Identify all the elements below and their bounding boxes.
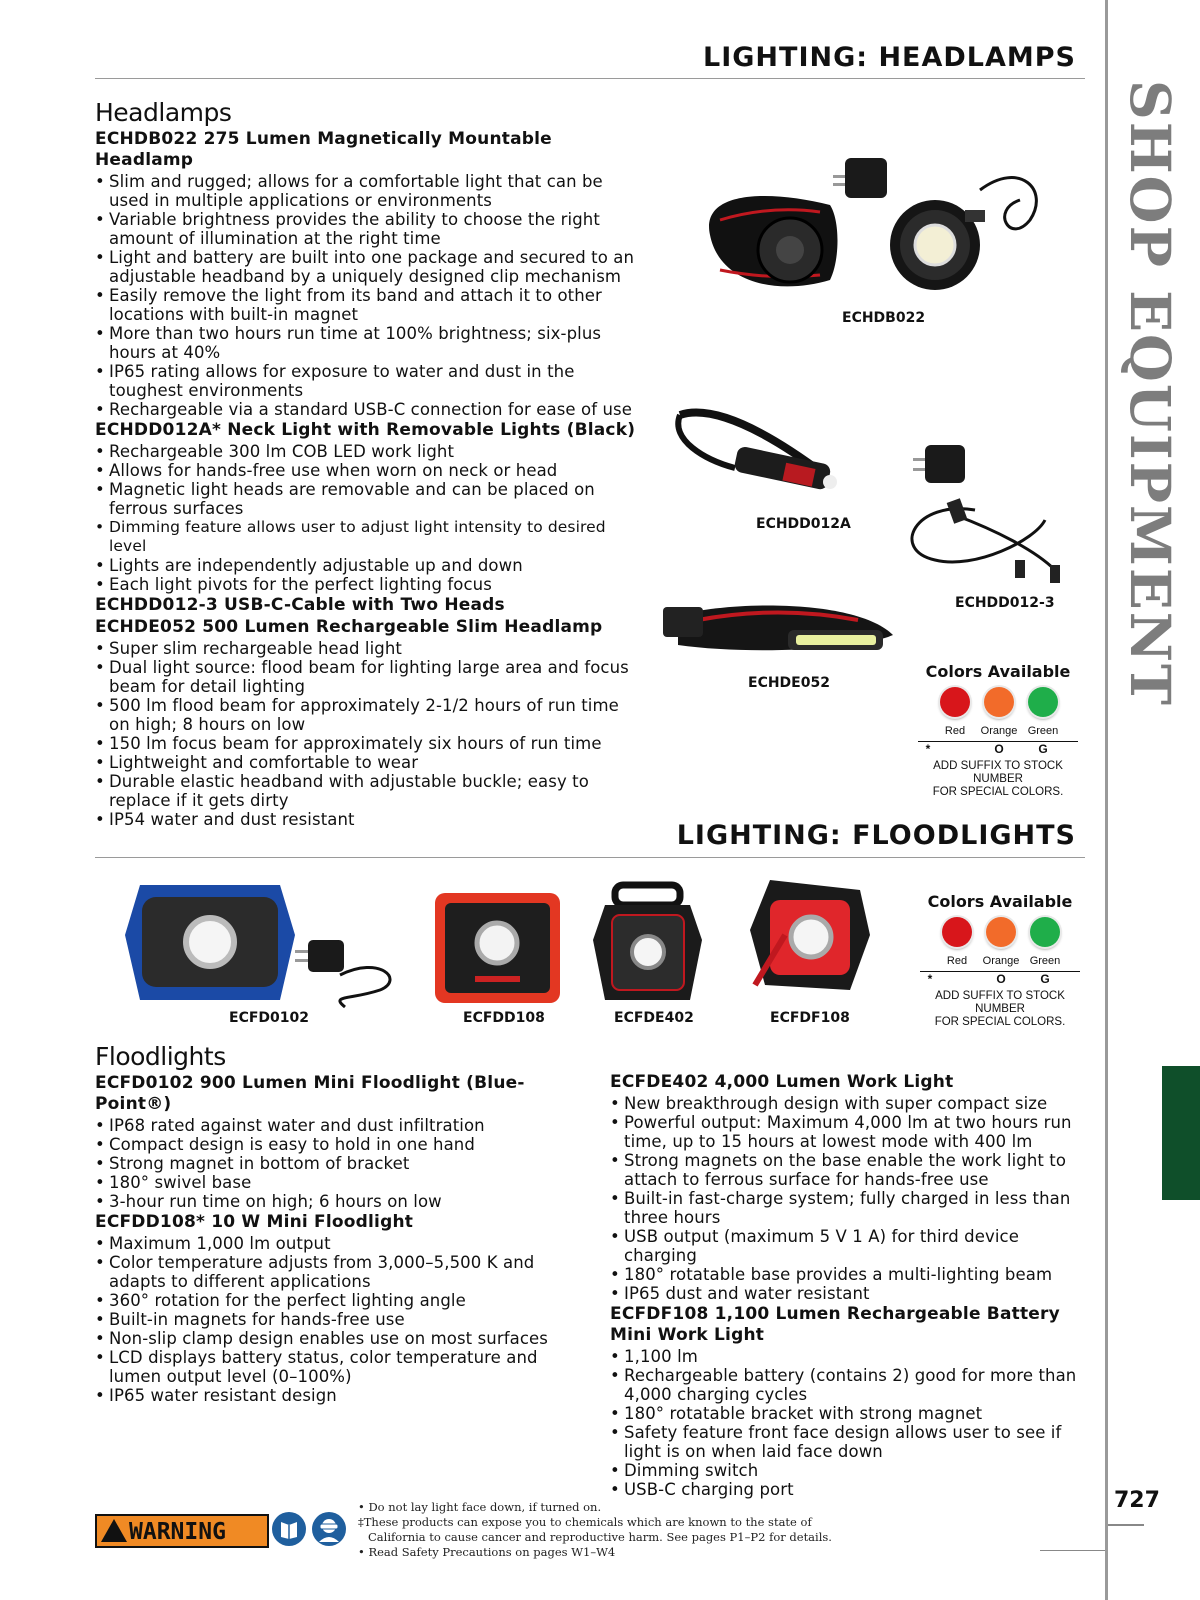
list-item: • IP65 dust and water resistant	[610, 1284, 1080, 1303]
headlamps-heading: Headlamps	[95, 98, 232, 127]
color-swatches	[918, 685, 1078, 725]
list-item: • Rechargeable battery (contains 2) good for more than 4,000 charging cycles	[610, 1366, 1080, 1404]
warning-text: WARNING	[129, 1519, 226, 1545]
floodlights-section-title: LIGHTING: FLOODLIGHTS	[676, 820, 1076, 851]
color-label: Green	[1027, 725, 1059, 737]
list-item: • Magnetic light heads are removable and can be placed on ferrous surfaces	[95, 480, 640, 518]
footnote: • Do not lay light face down, if turned on.	[358, 1500, 602, 1514]
color-note-line2: FOR SPECIAL COLORS.	[934, 1016, 1066, 1028]
product-title-echdd012-3: ECHDD012-3 USB-C-Cable with Two Heads	[95, 595, 505, 615]
product-title-ecfdd108: ECFDD108* 10 W Mini Floodlight	[95, 1212, 414, 1232]
colors-title: Colors Available	[927, 892, 1073, 911]
warning-triangle-icon	[101, 1519, 127, 1542]
product-title-ecfd0102: ECFD0102 900 Lumen Mini Floodlight (Blue-Point®)	[95, 1073, 525, 1114]
read-manual-icon	[272, 1512, 306, 1546]
headlamps-column	[95, 98, 640, 829]
list-item: • Lightweight and comfortable to wear	[95, 753, 640, 772]
list-item: • LCD displays battery status, color temperature and lumen output level (0–100%)	[95, 1348, 595, 1386]
list-item: • More than two hours run time at 100% brightness; six-plus hours at 40%	[95, 324, 640, 362]
page-edge-line	[1105, 0, 1108, 1600]
color-labels	[920, 955, 1080, 971]
bullet-list-ecfdd108	[95, 1234, 595, 1405]
color-swatch-red	[940, 687, 970, 717]
figure-label-ecfdd108: ECFDD108	[463, 1010, 545, 1026]
ecfdd108-image	[430, 888, 565, 1008]
color-note-line1: ADD SUFFIX TO STOCK NUMBER	[935, 990, 1065, 1015]
list-item: • Rechargeable 300 lm COB LED work light	[95, 442, 640, 461]
figure-label-ecfde402: ECFDE402	[614, 1010, 694, 1026]
color-code: G	[1040, 972, 1050, 986]
page-number: 727	[1114, 1488, 1160, 1513]
figure-label-echdd012-3: ECHDD012-3	[955, 595, 1055, 611]
bullet-list-echdd012a	[95, 442, 640, 594]
colors-available-headlamps	[918, 662, 1078, 799]
bullet-list-ecfde402	[610, 1094, 1080, 1303]
section-tab	[1162, 1066, 1200, 1200]
color-code: O	[996, 972, 1006, 986]
color-codes	[918, 741, 1078, 760]
color-swatch-orange	[984, 687, 1014, 717]
list-item: • 3-hour run time on high; 6 hours on low	[95, 1192, 595, 1211]
side-section-label: SHOP EQUIPMENT	[1118, 80, 1183, 707]
list-item: • Safety feature front face design allows user to see if light is on when laid face down	[610, 1423, 1080, 1461]
color-swatch-red	[942, 917, 972, 947]
list-item: • IP68 rated against water and dust infiltration	[95, 1116, 595, 1135]
list-item: • Easily remove the light from its band and attach it to other locations with built-in magnet	[95, 286, 640, 324]
list-item: • 180° rotatable bracket with strong magnet	[610, 1404, 1080, 1423]
list-item: • Lights are independently adjustable up and down	[95, 556, 640, 575]
floodlights-rule	[95, 857, 1085, 858]
color-note-line1: ADD SUFFIX TO STOCK NUMBER	[933, 760, 1063, 785]
list-item: • New breakthrough design with super compact size	[610, 1094, 1080, 1113]
list-item: • Built-in magnets for hands-free use	[95, 1310, 595, 1329]
color-label: Red	[946, 955, 968, 967]
echdb022-image	[690, 150, 1065, 310]
color-swatch-green	[1030, 917, 1060, 947]
list-item: • Maximum 1,000 lm output	[95, 1234, 595, 1253]
ecfd0102-image	[120, 875, 300, 1010]
headlamps-section-title: LIGHTING: HEADLAMPS	[703, 42, 1076, 73]
bullet-list-echdb022	[95, 172, 640, 419]
list-item: • IP65 rating allows for exposure to water and dust in the toughest environments	[95, 362, 640, 400]
color-code: G	[1038, 742, 1048, 756]
color-swatch-green	[1028, 687, 1058, 717]
list-item: • Powerful output: Maximum 4,000 lm at two hours run time, up to 15 hours at lowest mode with 400 lm	[610, 1113, 1080, 1151]
color-label: Orange	[982, 955, 1020, 967]
list-item: • Allows for hands-free use when worn on neck or head	[95, 461, 640, 480]
list-item: • Durable elastic headband with adjustable buckle; easy to replace if it gets dirty	[95, 772, 640, 810]
color-note-line2: FOR SPECIAL COLORS.	[932, 786, 1064, 798]
list-item: • Dimming switch	[610, 1461, 1080, 1480]
safety-footnotes	[358, 1500, 832, 1560]
list-item: • Variable brightness provides the ability to choose the right amount of illumination at the right time	[95, 210, 640, 248]
product-title-echdd012a: ECHDD012A* Neck Light with Removable Lights (Black)	[95, 420, 636, 440]
bullet-list-ecfdf108	[610, 1347, 1080, 1499]
echdd012a-image	[665, 400, 845, 510]
ecfdf108-image	[745, 875, 875, 1005]
color-code: *	[927, 972, 933, 986]
list-item: • Strong magnet in bottom of bracket	[95, 1154, 595, 1173]
list-item: • 150 lm focus beam for approximately six hours of run time	[95, 734, 640, 753]
list-item: • Light and battery are built into one package and secured to an adjustable headband by a uniquely designed clip mechanism	[95, 248, 640, 286]
color-code: *	[925, 742, 931, 756]
list-item: • Dimming feature allows user to adjust light intensity to desired level	[95, 518, 640, 556]
figure-label-ecfd0102: ECFD0102	[229, 1010, 309, 1026]
colors-available-floodlights	[920, 892, 1080, 1029]
list-item: • 360° rotation for the perfect lighting angle	[95, 1291, 595, 1310]
list-item: • USB-C charging port	[610, 1480, 1080, 1499]
list-item: • USB output (maximum 5 V 1 A) for third device charging	[610, 1227, 1080, 1265]
ecfd0102-charger-image	[290, 935, 410, 1010]
product-title-ecfde402: ECFDE402 4,000 Lumen Work Light	[610, 1072, 954, 1092]
list-item: • 500 lm flood beam for approximately 2-1/2 hours of run time on high; 8 hours on low	[95, 696, 640, 734]
list-item: • Slim and rugged; allows for a comfortable light that can be used in multiple applications or environments	[95, 172, 640, 210]
list-item: • IP65 water resistant design	[95, 1386, 595, 1405]
page-number-rule	[1108, 1524, 1144, 1526]
product-title-echdb022: ECHDB022 275 Lumen Magnetically Mountable Headlamp	[95, 129, 552, 170]
page-bottom-rule	[1040, 1550, 1105, 1551]
list-item: • 180° swivel base	[95, 1173, 595, 1192]
bullet-list-echde052	[95, 639, 640, 829]
list-item: • Rechargeable via a standard USB-C connection for ease of use	[95, 400, 640, 419]
colors-title: Colors Available	[925, 662, 1071, 681]
list-item: • Non-slip clamp design enables use on most surfaces	[95, 1329, 595, 1348]
list-item: • Dual light source: flood beam for lighting large area and focus beam for detail lighting	[95, 658, 640, 696]
list-item: • Strong magnets on the base enable the work light to attach to ferrous surface for hands-free use	[610, 1151, 1080, 1189]
echdd012-3-image	[895, 440, 1085, 590]
color-swatch-orange	[986, 917, 1016, 947]
color-swatches	[920, 915, 1080, 955]
figure-label-ecfdf108: ECFDF108	[770, 1010, 850, 1026]
color-label: Red	[944, 725, 966, 737]
list-item: • 1,100 lm	[610, 1347, 1080, 1366]
figure-label-echdd012a: ECHDD012A	[756, 516, 851, 532]
product-title-ecfdf108: ECFDF108 1,100 Lumen Rechargeable Battery Mini Work Light	[610, 1304, 1060, 1345]
color-label: Green	[1029, 955, 1061, 967]
list-item: • IP54 water and dust resistant	[95, 810, 640, 829]
footnote: • Read Safety Precautions on pages W1–W4	[358, 1545, 616, 1559]
list-item: • Compact design is easy to hold in one hand	[95, 1135, 595, 1154]
list-item: • Super slim rechargeable head light	[95, 639, 640, 658]
footnote: ‡These products can expose you to chemicals which are known to the state of	[358, 1515, 812, 1529]
color-labels	[918, 725, 1078, 741]
list-item: • Built-in fast-charge system; fully charged in less than three hours	[610, 1189, 1080, 1227]
color-label: Orange	[980, 725, 1018, 737]
headlamps-rule	[95, 78, 1085, 79]
color-code: O	[994, 742, 1004, 756]
floodlights-heading: Floodlights	[95, 1042, 226, 1071]
figure-label-echde052: ECHDE052	[748, 675, 830, 691]
ecfde402-image	[590, 880, 705, 1010]
list-item: • Color temperature adjusts from 3,000–5,500 K and adapts to different applications	[95, 1253, 595, 1291]
warning-label	[95, 1514, 269, 1548]
floodlights-left-column	[95, 1042, 595, 1405]
echde052-image	[658, 595, 908, 675]
bullet-list-ecfd0102	[95, 1116, 595, 1211]
figure-label-echdb022: ECHDB022	[842, 310, 926, 326]
product-title-echde052: ECHDE052 500 Lumen Rechargeable Slim Headlamp	[95, 617, 603, 637]
list-item: • Each light pivots for the perfect lighting focus	[95, 575, 640, 594]
footnote: California to cause cancer and reproductive harm. See pages P1–P2 for details.	[368, 1530, 832, 1544]
color-codes	[920, 971, 1080, 990]
floodlights-right-column	[610, 1071, 1080, 1499]
eye-protection-icon	[312, 1512, 346, 1546]
list-item: • 180° rotatable base provides a multi-lighting beam	[610, 1265, 1080, 1284]
